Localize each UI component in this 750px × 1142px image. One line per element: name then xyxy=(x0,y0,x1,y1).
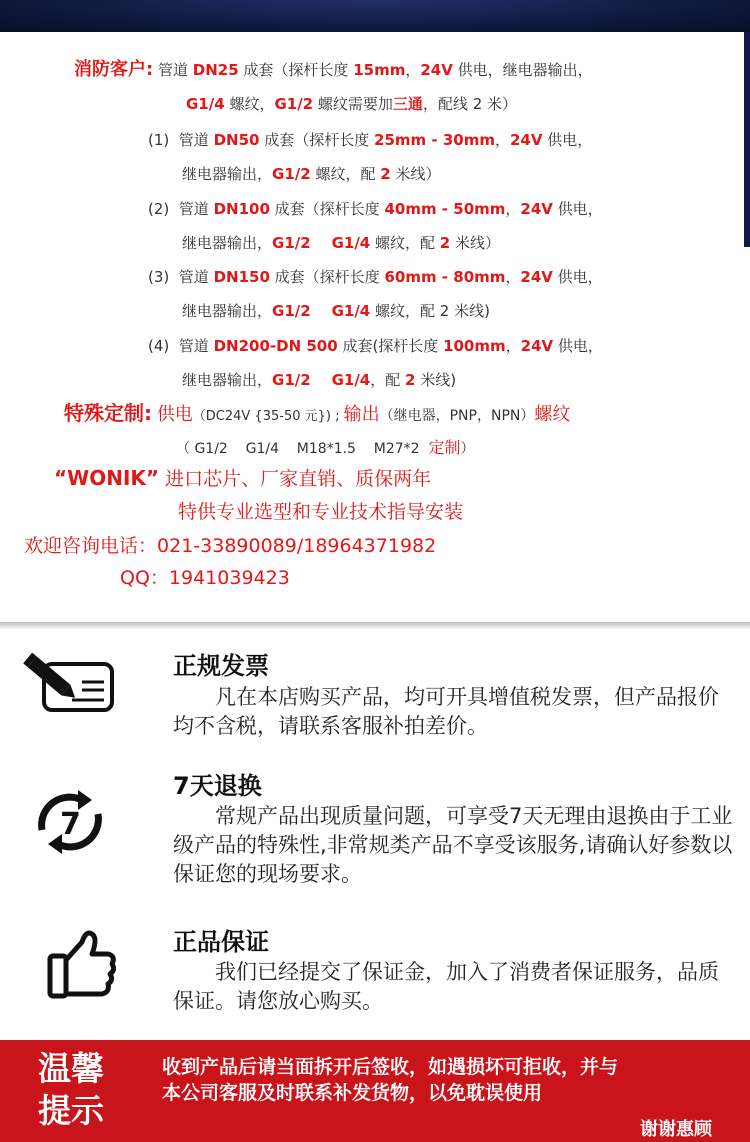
service-invoice-title: 正规发票 xyxy=(173,652,269,680)
section-divider xyxy=(0,622,750,630)
top-decorative-band xyxy=(0,0,750,32)
fire-label: 消防客户: xyxy=(74,59,154,80)
reminder-message: 收到产品后请当面拆开后签收，如遇损坏可拒收，并与 本公司客服及时联系补发货物，以免耽误使用 xyxy=(162,1056,619,1104)
item-1-line-b: 继电器输出，G1/2 螺纹，配 2 米线） xyxy=(182,165,441,183)
item-2-line-b: 继电器输出，G1/2 G1/4 螺纹，配 2 米线） xyxy=(182,234,500,252)
right-decorative-strip xyxy=(744,32,750,247)
fire-line-2: G1/4 螺纹，G1/2 螺纹需要加三通，配线 2 米） xyxy=(186,95,518,113)
reminder-heading: 温馨 提示 xyxy=(38,1049,104,1130)
custom-label: 特殊定制: xyxy=(64,401,152,425)
service-genuine-text: 我们已经提交了保证金，加入了消费者保证服务，品质保证。请您放心购买。 xyxy=(173,960,719,1013)
item-3-line-a: (3) 管道 DN150 成套（探杆长度 60mm - 80mm，24V 供电， xyxy=(148,268,603,286)
brand-name: “WONIK” xyxy=(54,466,160,490)
item-3-line-b: 继电器输出，G1/2 G1/4 螺纹，配 2 米线) xyxy=(182,302,490,320)
seven-day-return-icon xyxy=(20,782,120,862)
item-4-line-b: 继电器输出，G1/2 G1/4，配 2 米线) xyxy=(182,371,457,389)
qq-number[interactable]: 1941039423 xyxy=(168,567,290,589)
service-genuine-title: 正品保证 xyxy=(173,928,269,956)
item-1-line-a: (1) 管道 DN50 成套（探杆长度 25mm - 30mm，24V 供电， xyxy=(148,131,593,149)
item-4-line-a: (4) 管道 DN200-DN 500 成套(探杆长度 100mm，24V 供电， xyxy=(148,337,603,355)
service-invoice-text: 凡在本店购买产品，均可开具增值税发票，但产品报价均不含税，请联系客服补拍差价。 xyxy=(173,685,719,738)
fire-line-1: 消防客户: 管道 DN25 成套（探杆长度 15mm，24V 供电，继电器输出， xyxy=(74,59,593,80)
phone-number[interactable]: 021-33890089/18964371982 xyxy=(157,535,437,557)
phone-line: 欢迎咨询电话：021-33890089/18964371982 xyxy=(24,535,437,557)
invoice-pen-icon xyxy=(20,648,120,728)
thanks-text: 谢谢惠顾 xyxy=(640,1119,712,1140)
service-return-title: 7天退换 xyxy=(173,772,262,800)
reminder-banner xyxy=(0,1040,750,1142)
custom-line-1: 特殊定制: 供电（DC24V {35-50 元}) ; 输出（继电器，PNP，NPN）螺纹 xyxy=(64,401,571,425)
spec-panel xyxy=(0,32,744,622)
service-return-text: 常规产品出现质量问题，可享受7天无理由退换由于工业级产品的特殊性,非常规类产品不享受该服务,请确认好参数以保证您的现场要求。 xyxy=(173,804,733,886)
custom-line-2: （ G1/2 G1/4 M18*1.5 M27*2 定制） xyxy=(176,438,475,457)
item-2-line-a: (2) 管道 DN100 成套（探杆长度 40mm - 50mm，24V 供电， xyxy=(148,200,603,218)
svg-text:7: 7 xyxy=(60,807,81,842)
brand-line-1: “WONIK” 进口芯片、厂家直销、质保两年 xyxy=(54,466,432,490)
brand-line-2: 特供专业选型和专业技术指导安装 xyxy=(178,501,464,523)
thumbs-up-icon xyxy=(20,920,120,1000)
qq-line: QQ：1941039423 xyxy=(120,567,290,589)
